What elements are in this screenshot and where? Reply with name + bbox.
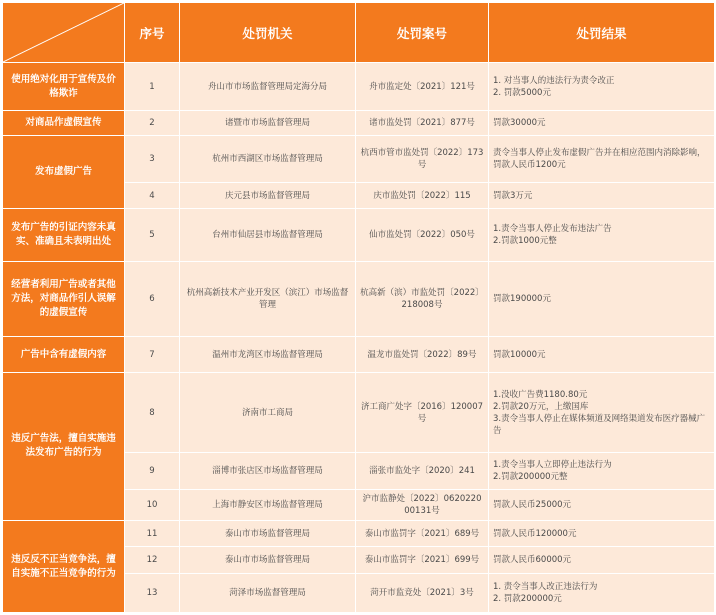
category-cell: 使用绝对化用于宣传及价格欺诈: [3, 63, 125, 111]
table-row: [3, 111, 715, 136]
row-case-number: 泰山市监罚字〔2021〕689号: [356, 521, 489, 547]
result-line: 1. 责令当事人改正违法行为: [493, 582, 598, 593]
result-line: 1. 对当事人的违法行为责令改正: [493, 75, 615, 86]
row-result: [489, 547, 715, 574]
result-line: 1.没收广告费1180.80元: [493, 389, 588, 400]
category-cell: 经营者利用广告或者其他方法，对商品作引人误解的虚假宣传: [3, 262, 125, 337]
row-authority: 泰山市市场监督管理局: [180, 521, 356, 547]
result-line: 2.罚款20万元，上缴国库: [493, 401, 589, 412]
row-case-number: 菏开市监竞处〔2021〕3号: [356, 574, 489, 613]
row-authority: 杭州高新技术产业开发区（滨江）市场监督管理: [180, 262, 356, 337]
row-authority: 诸暨市市场监督管理局: [180, 111, 356, 136]
category-cell: 违反反不正当竞争法，擅自实施不正当竞争的行为: [3, 521, 125, 613]
row-result: [489, 489, 715, 520]
category-cell: 发布广告的引证内容未真实、准确且未表明出处: [3, 209, 125, 262]
result-line: 2.罚款1000元整: [493, 236, 557, 247]
row-authority: 台州市仙居县市场监督管理局: [180, 209, 356, 262]
row-result: [489, 521, 715, 547]
result-line: 2. 罚款200000元: [493, 594, 562, 605]
row-index: 12: [125, 547, 180, 574]
row-result: [489, 453, 715, 490]
row-index: 10: [125, 489, 180, 520]
result-line: 罚款人民币120000元: [493, 528, 577, 539]
header-row: [3, 3, 715, 63]
table-row: [3, 521, 715, 547]
row-index: 13: [125, 574, 180, 613]
row-result: [489, 209, 715, 262]
table-row: [3, 209, 715, 262]
row-result: [489, 183, 715, 209]
row-case-number: 泰山市监罚字〔2021〕699号: [356, 547, 489, 574]
row-index: 6: [125, 262, 180, 337]
row-index: 9: [125, 453, 180, 490]
row-authority: 温州市龙湾区市场监督管理局: [180, 337, 356, 372]
row-authority: 上海市静安区市场监督管理局: [180, 489, 356, 520]
result-line: 2.罚款200000元整: [493, 472, 568, 483]
row-case-number: 诸市监处罚〔2021〕877号: [356, 111, 489, 136]
row-case-number: 舟市监定处〔2021〕121号: [356, 63, 489, 111]
header-authority: 处罚机关: [180, 3, 356, 63]
row-result: [489, 63, 715, 111]
row-result: [489, 262, 715, 337]
result-line: 3.责令当事人停止在媒体频道及网络渠道发布医疗器械广告: [493, 413, 706, 436]
row-authority: 杭州市西湖区市场监督管理局: [180, 136, 356, 183]
row-case-number: 济工商广处字〔2016〕120007号: [356, 372, 489, 452]
result-line: 罚款10000元: [493, 349, 546, 360]
row-result: [489, 337, 715, 372]
row-result: [489, 136, 715, 183]
result-line: 2. 罚款5000元: [493, 87, 551, 98]
result-line: 罚款人民币25000元: [493, 499, 572, 510]
table-row: [3, 262, 715, 337]
table-row: [3, 136, 715, 183]
diagonal-line-icon: [3, 3, 124, 62]
category-cell: 发布虚假广告: [3, 136, 125, 209]
result-line: 罚款3万元: [493, 190, 533, 201]
row-index: 7: [125, 337, 180, 372]
row-index: 2: [125, 111, 180, 136]
table-row: [3, 337, 715, 372]
row-case-number: 杭西市管市监处罚〔2022〕173号: [356, 136, 489, 183]
row-result: [489, 372, 715, 452]
table-row: [3, 372, 715, 452]
row-authority: 淄博市张店区市场监督管理局: [180, 453, 356, 490]
row-authority: 菏泽市场监督管理局: [180, 574, 356, 613]
row-case-number: 温龙市监处罚〔2022〕89号: [356, 337, 489, 372]
row-case-number: 沪市监静处〔2022〕062022000131号: [356, 489, 489, 520]
row-result: [489, 574, 715, 613]
row-authority: 济南市工商局: [180, 372, 356, 452]
result-line: 1.责令当事人停止发布违法广告: [493, 224, 612, 235]
result-line: 责令当事人停止发布虚假广告并在相应范围内消除影响，罚款人民币1200元: [493, 148, 706, 171]
penalty-table: [2, 2, 715, 613]
row-index: 3: [125, 136, 180, 183]
row-index: 5: [125, 209, 180, 262]
row-case-number: 仙市监处罚〔2022〕050号: [356, 209, 489, 262]
table-row: [3, 63, 715, 111]
row-case-number: 庆市监处罚〔2022〕115: [356, 183, 489, 209]
row-case-number: 杭高新（滨）市监处罚〔2022〕218008号: [356, 262, 489, 337]
row-authority: 庆元县市场监督管理局: [180, 183, 356, 209]
corner-cell: [3, 3, 125, 63]
row-index: 8: [125, 372, 180, 452]
row-case-number: 淄张市监处字〔2020〕241: [356, 453, 489, 490]
header-case-number: 处罚案号: [356, 3, 489, 63]
header-result: 处罚结果: [489, 3, 715, 63]
row-index: 4: [125, 183, 180, 209]
category-cell: 广告中含有虚假内容: [3, 337, 125, 372]
row-authority: 舟山市市场监督管理局定海分局: [180, 63, 356, 111]
result-line: 罚款190000元: [493, 294, 551, 305]
row-index: 1: [125, 63, 180, 111]
category-cell: 违反广告法，擅自实施违法发布广告的行为: [3, 372, 125, 520]
result-line: 罚款人民币60000元: [493, 555, 572, 566]
result-line: 1.责令当事人立即停止违法行为: [493, 460, 612, 471]
row-result: [489, 111, 715, 136]
row-index: 11: [125, 521, 180, 547]
header-index: 序号: [125, 3, 180, 63]
category-cell: 对商品作虚假宣传: [3, 111, 125, 136]
row-authority: 泰山市市场监督管理局: [180, 547, 356, 574]
result-line: 罚款30000元: [493, 118, 546, 129]
